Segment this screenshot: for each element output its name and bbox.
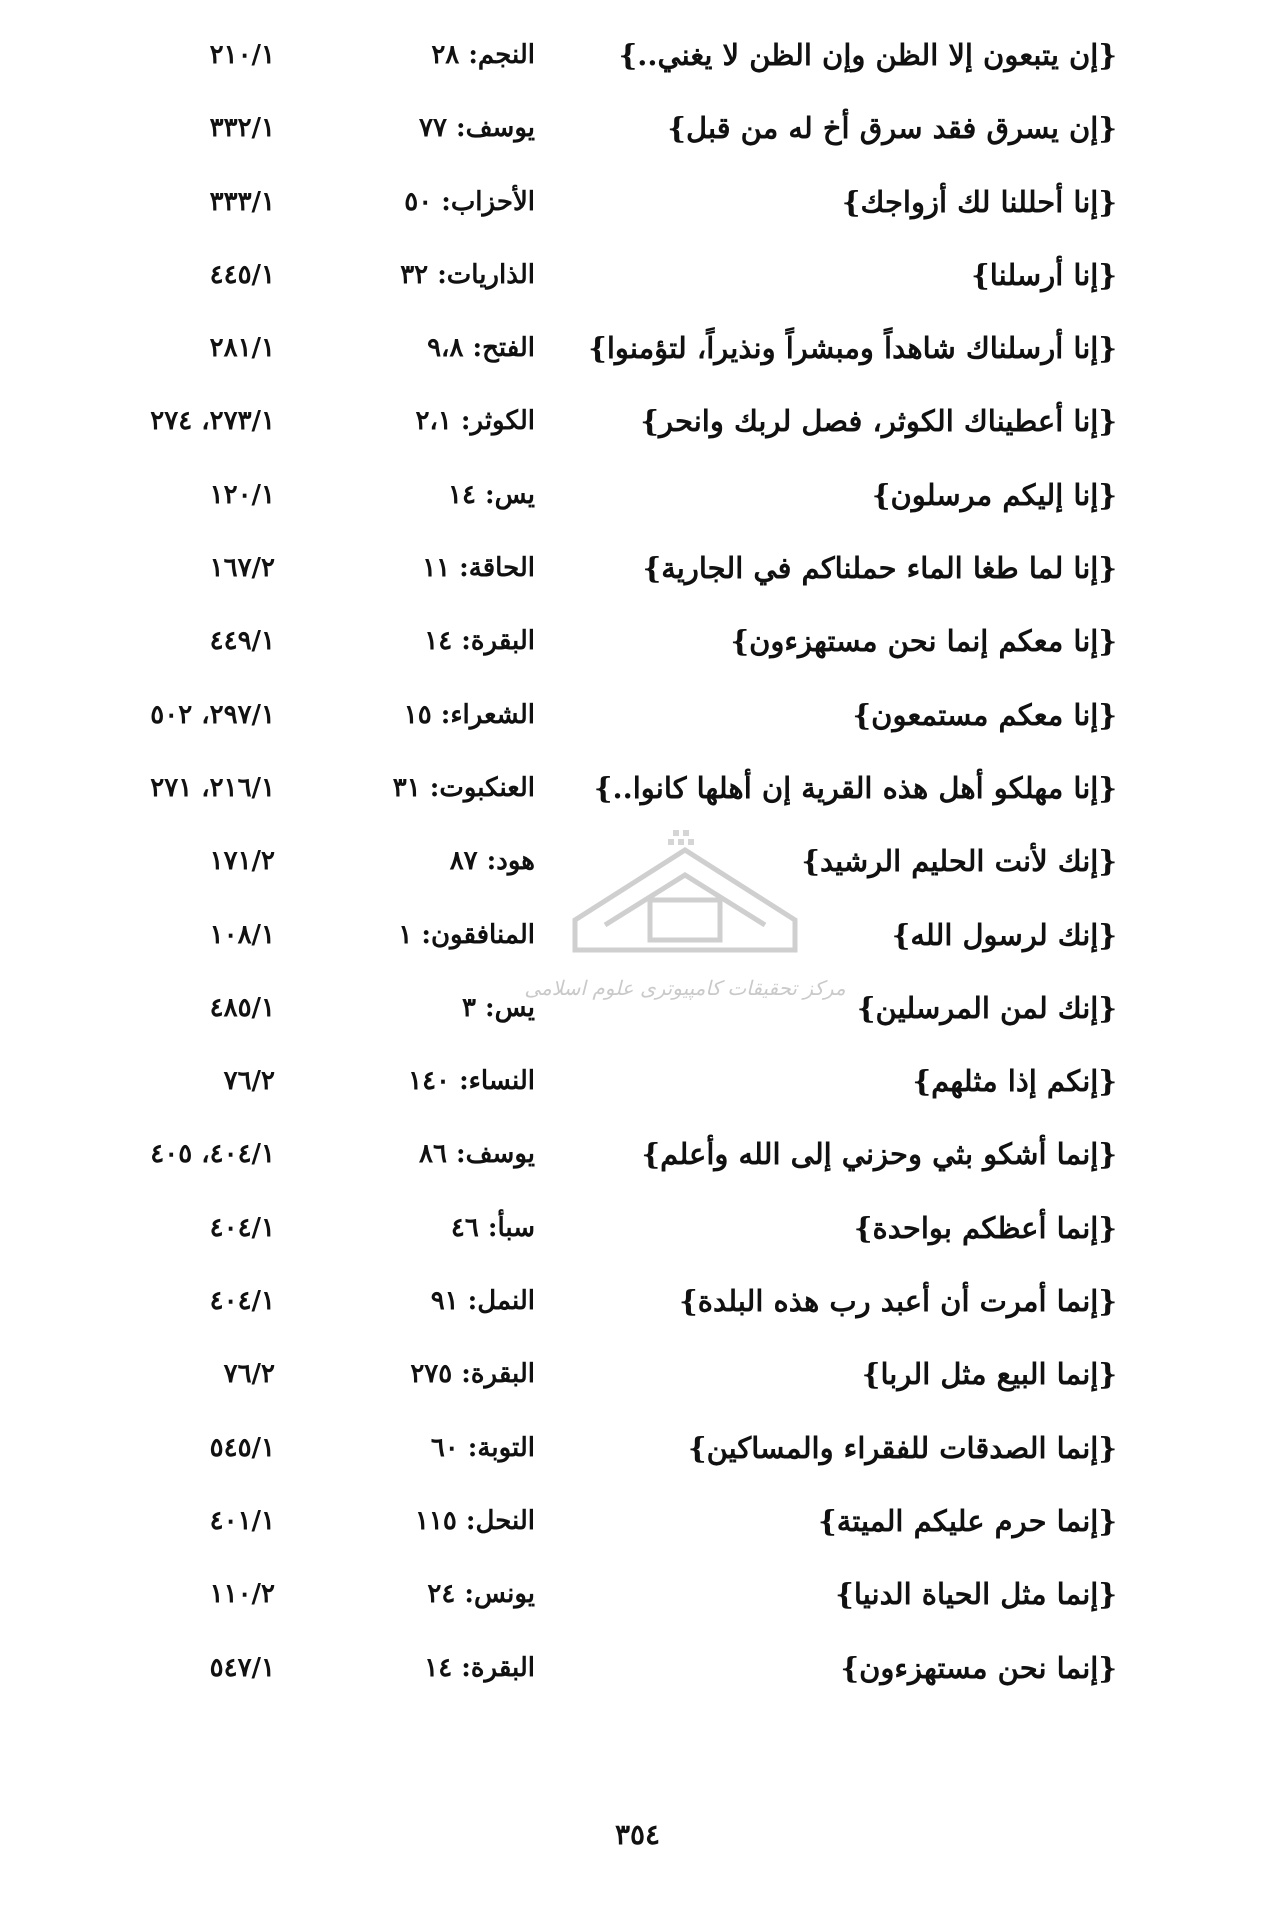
page-references: ٤٤٩/١ xyxy=(209,626,275,657)
surah-ayah-reference: الأحزاب: ٥٠ xyxy=(404,186,535,217)
verse-text: {إنك لرسول الله} xyxy=(891,917,1117,952)
surah-ayah-reference: يس: ٣ xyxy=(461,992,535,1023)
verse-text: {إنك لمن المرسلين} xyxy=(856,990,1117,1025)
page-references: ٥٤٧/١ xyxy=(209,1652,275,1683)
index-row xyxy=(0,171,1275,244)
page-references: ٤٠٤/١ xyxy=(209,1286,275,1317)
page-references: ٢٨١/١ xyxy=(209,333,275,364)
page-references: ٢١٦/١، ٢٧١ xyxy=(150,772,275,803)
page-references: ٤٤٥/١ xyxy=(209,259,275,290)
page-references: ٢٩٧/١، ٥٠٢ xyxy=(150,699,275,730)
index-row xyxy=(0,1270,1275,1343)
index-row xyxy=(0,1563,1275,1636)
surah-ayah-reference: النجم: ٢٨ xyxy=(431,40,535,70)
page-references: ٤٠٤/١ xyxy=(209,1212,275,1243)
verse-text: {إنا أحللنا لك أزواجك} xyxy=(841,184,1117,219)
page-number: ٣٥٤ xyxy=(614,1818,661,1851)
page-references: ٧٦/٢ xyxy=(223,1066,275,1097)
index-row xyxy=(0,390,1275,463)
page-references: ٢٧٣/١، ٢٧٤ xyxy=(150,406,275,437)
watermark-logo xyxy=(524,830,846,1020)
surah-ayah-reference: يونس: ٢٤ xyxy=(427,1579,535,1610)
page-references: ٤٠١/١ xyxy=(209,1505,275,1536)
page-references: ٣٣٢/١ xyxy=(209,113,275,144)
verse-text: {إنما حرم عليكم الميتة} xyxy=(818,1503,1117,1538)
surah-ayah-reference: الذاريات: ٣٢ xyxy=(400,259,535,290)
verse-text: {إنما أشكو بثي وحزني إلى الله وأعلم} xyxy=(641,1137,1117,1172)
verse-text: {إنا إليكم مرسلون} xyxy=(871,477,1117,512)
index-row xyxy=(0,24,1275,97)
surah-ayah-reference: النساء: ١٤٠ xyxy=(408,1066,535,1097)
index-row xyxy=(0,244,1275,317)
surah-ayah-reference: الشعراء: ١٥ xyxy=(403,699,535,730)
verse-text: {إنما الصدقات للفقراء والمساكين} xyxy=(687,1430,1117,1465)
surah-ayah-reference: يس: ١٤ xyxy=(448,479,535,510)
page-references: ١٧١/٢ xyxy=(209,846,275,877)
surah-ayah-reference: النمل: ٩١ xyxy=(430,1286,535,1317)
surah-ayah-reference: العنكبوت: ٣١ xyxy=(392,772,535,803)
surah-ayah-reference: الكوثر: ٢،١ xyxy=(415,406,535,437)
verse-text: {إن يتبعون إلا الظن وإن الظن لا يغني..} xyxy=(618,38,1117,72)
verse-text: {إنا مهلكو أهل هذه القرية إن أهلها كانوا..} xyxy=(593,770,1117,805)
surah-ayah-reference: البقرة: ٢٧٥ xyxy=(410,1359,535,1390)
verse-text: {إنا أرسلناك شاهداً ومبشراً ونذيراً، لتؤمنوا} xyxy=(588,331,1117,366)
verse-text: {إنا أرسلنا} xyxy=(971,257,1117,292)
surah-ayah-reference: سبأ: ٤٦ xyxy=(450,1212,535,1243)
surah-ayah-reference: يوسف: ٧٧ xyxy=(419,113,535,144)
index-row xyxy=(0,1417,1275,1490)
page-references: ٤٠٤/١، ٤٠٥ xyxy=(150,1139,275,1170)
page-references: ٢١٠/١ xyxy=(209,40,275,70)
surah-ayah-reference: البقرة: ١٤ xyxy=(424,1652,535,1683)
surah-ayah-reference: هود: ٨٧ xyxy=(449,846,535,877)
surah-ayah-reference: الفتح: ٩،٨ xyxy=(427,333,535,364)
verse-text: {إنا لما طغا الماء حملناكم في الجارية} xyxy=(642,551,1117,586)
index-row xyxy=(0,1637,1275,1710)
surah-ayah-reference: يوسف: ٨٦ xyxy=(419,1139,535,1170)
verse-text: {إنما نحن مستهزءون} xyxy=(840,1650,1117,1685)
index-row xyxy=(0,537,1275,610)
verse-text: {إنما البيع مثل الربا} xyxy=(861,1357,1117,1392)
index-row xyxy=(0,464,1275,537)
surah-ayah-reference: البقرة: ١٤ xyxy=(424,626,535,657)
verse-text: {إنما أمرت أن أعبد رب هذه البلدة} xyxy=(679,1284,1117,1319)
verse-text: {إن يسرق فقد سرق أخ له من قبل} xyxy=(667,111,1117,146)
index-row xyxy=(0,757,1275,830)
watermark-text: مرکز تحقیقات کامپیوتری علوم اسلامی xyxy=(524,976,846,1000)
verse-text: {إنا معكم مستمعون} xyxy=(852,697,1117,732)
verse-text: {إنك لأنت الحليم الرشيد} xyxy=(801,844,1117,879)
verse-text: {إنكم إذا مثلهم} xyxy=(912,1064,1117,1099)
index-row xyxy=(0,1490,1275,1563)
surah-ayah-reference: المنافقون: ١ xyxy=(398,919,535,950)
page-references: ٥٤٥/١ xyxy=(209,1432,275,1463)
page-references: ٤٨٥/١ xyxy=(209,992,275,1023)
index-row xyxy=(0,1123,1275,1196)
verse-text: {إنا أعطيناك الكوثر، فصل لربك وانحر} xyxy=(640,404,1117,439)
index-row xyxy=(0,97,1275,170)
page-references: ١٦٧/٢ xyxy=(209,553,275,584)
surah-ayah-reference: التوبة: ٦٠ xyxy=(430,1432,535,1463)
page-references: ١١٠/٢ xyxy=(209,1579,275,1610)
page-references: ١٠٨/١ xyxy=(209,919,275,950)
index-row xyxy=(0,317,1275,390)
page-references: ٣٣٣/١ xyxy=(209,186,275,217)
verse-text: {إنا معكم إنما نحن مستهزءون} xyxy=(730,624,1117,659)
surah-ayah-reference: الحاقة: ١١ xyxy=(422,553,535,584)
index-row xyxy=(0,610,1275,683)
verse-text: {إنما مثل الحياة الدنيا} xyxy=(835,1577,1117,1612)
index-row xyxy=(0,1197,1275,1270)
page-references: ١٢٠/١ xyxy=(209,479,275,510)
verse-text: {إنما أعظكم بواحدة} xyxy=(853,1210,1117,1245)
index-row xyxy=(0,1050,1275,1123)
surah-ayah-reference: النحل: ١١٥ xyxy=(414,1505,535,1536)
page-references: ٧٦/٢ xyxy=(223,1359,275,1390)
index-row xyxy=(0,684,1275,757)
index-row xyxy=(0,1343,1275,1416)
